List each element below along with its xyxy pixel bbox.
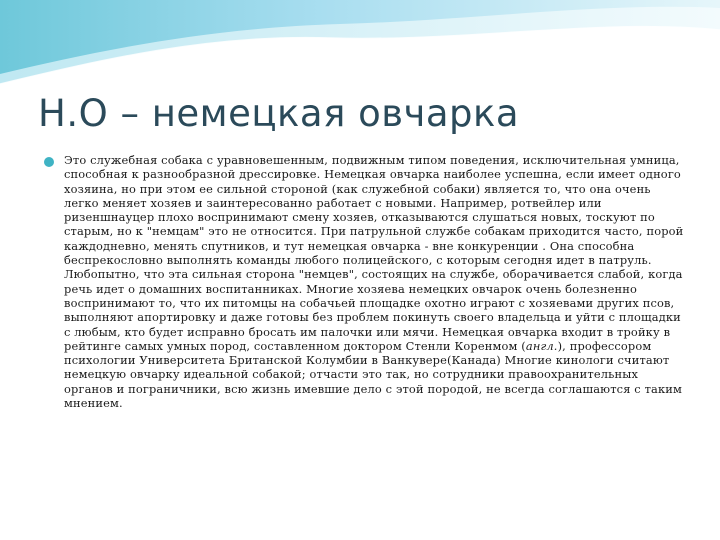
body-paragraph	[64, 153, 686, 410]
slide-title: Н.О – немецкая овчарка	[38, 92, 520, 135]
body-text-part-2: ), профессором психологии Университета Британской Колумбии в Ванкувере(Канада) Многие кинологи считают немецкую овчарку идеальной собакой; отчасти это так, но сотрудники правоохранительных органов и пограничники, всю жизнь имевшие дело с этой породой, не всегда соглашаются с таким мнением.	[64, 338, 683, 411]
slide-content	[44, 153, 686, 410]
body-italic-abbreviation: англ.	[525, 338, 558, 353]
body-text-part-1: Это служебная собака с уравновешенным, подвижным типом поведения, исключительная умница, способная к разнообразной дрессировке. Немецкая овчарка наиболее успешна, если имеет одного хозяина, но при этом ее сильной стороной (как служебной собаки) является то, что она очень легко меняет хозяев и заинтересованно работает с новыми. Например, ротвейлер или ризеншнауцер плохо воспринимают смену хозяев, отказываются слушаться новых, тоскуют по старым, но к "немцам" это не относится. При патрульной службе собакам приходится часто, порой каждодневно, менять спутников, и тут немецкая овчарка - вне конкуренции . Она способна беспрекословно выполнять команды любого полицейского, с которым сегодня идет в патруль. Любопытно, что эта сильная сторона "немцев", состоящих на службе, оборачивается слабой, когда речь идет о домашних воспитанниках. Многие хозяева немецких овчарок очень болезненно воспринимают то, что их питомцы на собачьей площадке охотно играют с хозяевами других псов, выполняют апортировку и даже готовы без проблем покинуть своего владельца и уйти с площадки с любым, кто будет исправно бросать им палочки или мячи. Немецкая овчарка входит в тройку в рейтинге самых умных пород, составленном доктором Стенли Коренмом (	[64, 153, 684, 353]
bullet-icon	[44, 157, 54, 167]
